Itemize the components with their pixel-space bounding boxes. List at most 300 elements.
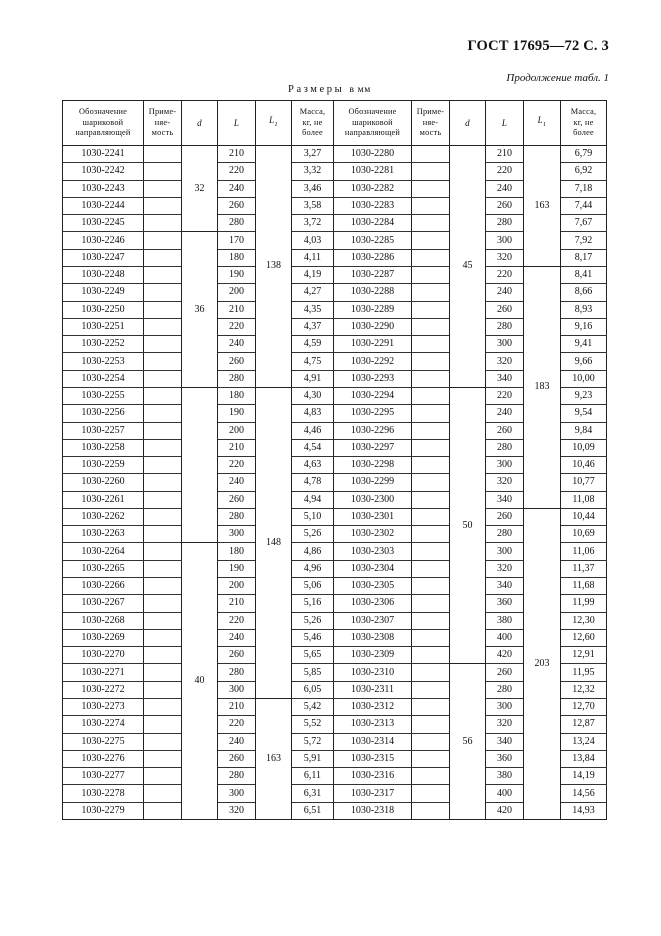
length-cell: 240 <box>218 474 256 491</box>
continuation-label: Продолжение табл. 1 <box>506 72 609 84</box>
length-cell: 220 <box>486 266 524 283</box>
mass-cell: 11,06 <box>561 543 607 560</box>
mass-cell: 5,52 <box>292 716 334 733</box>
header-designation-left: Обозначение шариковой направляющей <box>63 101 144 146</box>
length-cell: 280 <box>486 439 524 456</box>
applicability-cell <box>412 595 450 612</box>
length-cell: 170 <box>218 232 256 249</box>
header-applicability-left: Приме- няе- мость <box>144 101 182 146</box>
designation-cell: 1030-2314 <box>334 733 412 750</box>
mass-cell: 6,11 <box>292 768 334 785</box>
length-cell: 380 <box>486 612 524 629</box>
designation-cell: 1030-2264 <box>63 543 144 560</box>
designation-cell: 1030-2284 <box>334 215 412 232</box>
mass-cell: 14,93 <box>561 802 607 819</box>
designation-cell: 1030-2297 <box>334 439 412 456</box>
length-cell: 200 <box>218 284 256 301</box>
length-cell: 190 <box>218 405 256 422</box>
mass-cell: 5,06 <box>292 578 334 595</box>
applicability-cell <box>144 612 182 629</box>
mass-cell: 12,60 <box>561 629 607 646</box>
designation-cell: 1030-2275 <box>63 733 144 750</box>
length-cell: 220 <box>218 318 256 335</box>
applicability-cell <box>412 146 450 163</box>
applicability-cell <box>412 439 450 456</box>
designation-cell: 1030-2305 <box>334 578 412 595</box>
designation-cell: 1030-2286 <box>334 249 412 266</box>
designation-cell: 1030-2302 <box>334 526 412 543</box>
mass-cell: 11,68 <box>561 578 607 595</box>
l1-cell: 163 <box>256 699 292 820</box>
designation-cell: 1030-2318 <box>334 802 412 819</box>
applicability-cell <box>412 284 450 301</box>
mass-cell: 5,16 <box>292 595 334 612</box>
applicability-cell <box>144 266 182 283</box>
designation-cell: 1030-2291 <box>334 336 412 353</box>
applicability-cell <box>412 491 450 508</box>
applicability-cell <box>144 146 182 163</box>
length-cell: 210 <box>218 146 256 163</box>
applicability-cell <box>144 560 182 577</box>
header-d-left: d <box>182 101 218 146</box>
designation-cell: 1030-2317 <box>334 785 412 802</box>
mass-cell: 10,00 <box>561 370 607 387</box>
applicability-cell <box>144 405 182 422</box>
length-cell: 260 <box>218 647 256 664</box>
length-cell: 280 <box>486 215 524 232</box>
applicability-cell <box>412 474 450 491</box>
applicability-cell <box>412 387 450 404</box>
length-cell: 300 <box>486 232 524 249</box>
applicability-cell <box>412 681 450 698</box>
mass-cell: 5,10 <box>292 508 334 525</box>
length-cell: 320 <box>486 249 524 266</box>
mass-cell: 9,23 <box>561 387 607 404</box>
applicability-cell <box>144 526 182 543</box>
length-cell: 210 <box>486 146 524 163</box>
l1-cell: 148 <box>256 387 292 698</box>
mass-cell: 4,59 <box>292 336 334 353</box>
applicability-cell <box>412 197 450 214</box>
applicability-cell <box>412 716 450 733</box>
length-cell: 340 <box>486 578 524 595</box>
designation-cell: 1030-2283 <box>334 197 412 214</box>
length-cell: 240 <box>218 180 256 197</box>
mass-cell: 4,11 <box>292 249 334 266</box>
designation-cell: 1030-2252 <box>63 336 144 353</box>
applicability-cell <box>144 716 182 733</box>
length-cell: 280 <box>486 318 524 335</box>
designation-cell: 1030-2253 <box>63 353 144 370</box>
length-cell: 320 <box>486 716 524 733</box>
applicability-cell <box>144 318 182 335</box>
length-cell: 220 <box>218 716 256 733</box>
length-cell: 260 <box>486 422 524 439</box>
length-cell: 280 <box>218 508 256 525</box>
applicability-cell <box>412 699 450 716</box>
mass-cell: 11,08 <box>561 491 607 508</box>
applicability-cell <box>412 750 450 767</box>
applicability-cell <box>412 508 450 525</box>
designation-cell: 1030-2292 <box>334 353 412 370</box>
designation-cell: 1030-2268 <box>63 612 144 629</box>
designation-cell: 1030-2273 <box>63 699 144 716</box>
d-cell: 56 <box>450 664 486 820</box>
applicability-cell <box>144 664 182 681</box>
table-row <box>63 266 607 283</box>
header-designation-right: Обозначение шариковой направляющей <box>334 101 412 146</box>
designation-cell: 1030-2315 <box>334 750 412 767</box>
mass-cell: 12,91 <box>561 647 607 664</box>
designation-cell: 1030-2280 <box>334 146 412 163</box>
designation-cell: 1030-2299 <box>334 474 412 491</box>
mass-cell: 12,70 <box>561 699 607 716</box>
applicability-cell <box>144 284 182 301</box>
designation-cell: 1030-2295 <box>334 405 412 422</box>
applicability-cell <box>144 439 182 456</box>
designation-cell: 1030-2263 <box>63 526 144 543</box>
applicability-cell <box>412 647 450 664</box>
length-cell: 260 <box>218 491 256 508</box>
d-cell <box>182 387 218 543</box>
designation-cell: 1030-2265 <box>63 560 144 577</box>
applicability-cell <box>144 699 182 716</box>
designation-cell: 1030-2288 <box>334 284 412 301</box>
mass-cell: 4,37 <box>292 318 334 335</box>
length-cell: 320 <box>486 474 524 491</box>
mass-cell: 4,19 <box>292 266 334 283</box>
length-cell: 180 <box>218 249 256 266</box>
length-cell: 340 <box>486 370 524 387</box>
d-cell: 45 <box>450 146 486 388</box>
applicability-cell <box>144 215 182 232</box>
applicability-cell <box>144 629 182 646</box>
applicability-cell <box>412 180 450 197</box>
length-cell: 400 <box>486 629 524 646</box>
length-cell: 300 <box>486 543 524 560</box>
designation-cell: 1030-2274 <box>63 716 144 733</box>
mass-cell: 12,30 <box>561 612 607 629</box>
mass-cell: 4,78 <box>292 474 334 491</box>
designation-cell: 1030-2258 <box>63 439 144 456</box>
l1-cell: 138 <box>256 146 292 388</box>
mass-cell: 5,85 <box>292 664 334 681</box>
length-cell: 260 <box>486 197 524 214</box>
mass-cell: 5,26 <box>292 526 334 543</box>
designation-cell: 1030-2266 <box>63 578 144 595</box>
mass-cell: 10,44 <box>561 508 607 525</box>
designation-cell: 1030-2271 <box>63 664 144 681</box>
applicability-cell <box>144 578 182 595</box>
header-d-right: d <box>450 101 486 146</box>
designation-cell: 1030-2267 <box>63 595 144 612</box>
applicability-cell <box>144 353 182 370</box>
length-cell: 220 <box>486 163 524 180</box>
mass-cell: 4,91 <box>292 370 334 387</box>
designation-cell: 1030-2245 <box>63 215 144 232</box>
mass-cell: 7,67 <box>561 215 607 232</box>
designation-cell: 1030-2316 <box>334 768 412 785</box>
table-body <box>63 146 607 820</box>
mass-cell: 13,84 <box>561 750 607 767</box>
designation-cell: 1030-2246 <box>63 232 144 249</box>
applicability-cell <box>412 457 450 474</box>
page-header: ГОСТ 17695—72 С. 3 <box>467 38 609 54</box>
applicability-cell <box>144 232 182 249</box>
mass-cell: 4,27 <box>292 284 334 301</box>
length-cell: 240 <box>218 336 256 353</box>
applicability-cell <box>412 664 450 681</box>
applicability-cell <box>144 457 182 474</box>
applicability-cell <box>144 163 182 180</box>
mass-cell: 8,41 <box>561 266 607 283</box>
length-cell: 300 <box>218 526 256 543</box>
header-L1-left: $L_1$ <box>256 101 292 146</box>
designation-cell: 1030-2311 <box>334 681 412 698</box>
mass-cell: 4,83 <box>292 405 334 422</box>
applicability-cell <box>144 508 182 525</box>
length-cell: 260 <box>218 197 256 214</box>
applicability-cell <box>144 681 182 698</box>
designation-cell: 1030-2279 <box>63 802 144 819</box>
applicability-cell <box>144 785 182 802</box>
length-cell: 400 <box>486 785 524 802</box>
d-cell: 36 <box>182 232 218 388</box>
designation-cell: 1030-2290 <box>334 318 412 335</box>
length-cell: 280 <box>218 768 256 785</box>
length-cell: 210 <box>218 699 256 716</box>
applicability-cell <box>144 301 182 318</box>
length-cell: 420 <box>486 802 524 819</box>
mass-cell: 10,69 <box>561 526 607 543</box>
designation-cell: 1030-2270 <box>63 647 144 664</box>
designation-cell: 1030-2261 <box>63 491 144 508</box>
length-cell: 420 <box>486 647 524 664</box>
mass-cell: 3,27 <box>292 146 334 163</box>
applicability-cell <box>144 750 182 767</box>
mass-cell: 7,18 <box>561 180 607 197</box>
length-cell: 220 <box>218 612 256 629</box>
header-L-right: L <box>486 101 524 146</box>
mass-cell: 9,66 <box>561 353 607 370</box>
designation-cell: 1030-2307 <box>334 612 412 629</box>
length-cell: 300 <box>218 681 256 698</box>
length-cell: 320 <box>218 802 256 819</box>
applicability-cell <box>412 526 450 543</box>
mass-cell: 5,91 <box>292 750 334 767</box>
header-L-left: L <box>218 101 256 146</box>
designation-cell: 1030-2241 <box>63 146 144 163</box>
applicability-cell <box>412 232 450 249</box>
mass-cell: 11,99 <box>561 595 607 612</box>
length-cell: 200 <box>218 578 256 595</box>
length-cell: 190 <box>218 560 256 577</box>
mass-cell: 11,95 <box>561 664 607 681</box>
applicability-cell <box>144 387 182 404</box>
length-cell: 180 <box>218 387 256 404</box>
designation-cell: 1030-2256 <box>63 405 144 422</box>
applicability-cell <box>144 595 182 612</box>
length-cell: 280 <box>218 664 256 681</box>
mass-cell: 4,35 <box>292 301 334 318</box>
mass-cell: 9,84 <box>561 422 607 439</box>
mass-cell: 8,66 <box>561 284 607 301</box>
designation-cell: 1030-2262 <box>63 508 144 525</box>
length-cell: 260 <box>218 750 256 767</box>
l1-cell: 183 <box>524 266 561 508</box>
mass-cell: 4,63 <box>292 457 334 474</box>
mass-cell: 4,75 <box>292 353 334 370</box>
length-cell: 240 <box>486 284 524 301</box>
mass-cell: 5,65 <box>292 647 334 664</box>
applicability-cell <box>412 629 450 646</box>
length-cell: 240 <box>218 733 256 750</box>
mass-cell: 3,46 <box>292 180 334 197</box>
designation-cell: 1030-2309 <box>334 647 412 664</box>
designation-cell: 1030-2247 <box>63 249 144 266</box>
length-cell: 360 <box>486 595 524 612</box>
applicability-cell <box>412 422 450 439</box>
mass-cell: 9,41 <box>561 336 607 353</box>
applicability-cell <box>412 301 450 318</box>
length-cell: 280 <box>486 526 524 543</box>
mass-cell: 4,03 <box>292 232 334 249</box>
applicability-cell <box>144 491 182 508</box>
length-cell: 240 <box>486 405 524 422</box>
length-cell: 240 <box>218 629 256 646</box>
designation-cell: 1030-2243 <box>63 180 144 197</box>
mass-cell: 5,46 <box>292 629 334 646</box>
applicability-cell <box>412 249 450 266</box>
length-cell: 220 <box>486 387 524 404</box>
mass-cell: 13,24 <box>561 733 607 750</box>
mass-cell: 14,19 <box>561 768 607 785</box>
length-cell: 300 <box>486 336 524 353</box>
designation-cell: 1030-2303 <box>334 543 412 560</box>
applicability-cell <box>412 370 450 387</box>
length-cell: 180 <box>218 543 256 560</box>
designation-cell: 1030-2296 <box>334 422 412 439</box>
mass-cell: 4,54 <box>292 439 334 456</box>
designation-cell: 1030-2289 <box>334 301 412 318</box>
applicability-cell <box>144 197 182 214</box>
mass-cell: 14,56 <box>561 785 607 802</box>
designation-cell: 1030-2282 <box>334 180 412 197</box>
length-cell: 210 <box>218 439 256 456</box>
applicability-cell <box>412 215 450 232</box>
designation-cell: 1030-2257 <box>63 422 144 439</box>
d-cell: 32 <box>182 146 218 232</box>
applicability-cell <box>412 802 450 819</box>
applicability-cell <box>144 180 182 197</box>
mass-cell: 10,77 <box>561 474 607 491</box>
designation-cell: 1030-2300 <box>334 491 412 508</box>
length-cell: 260 <box>218 353 256 370</box>
mass-cell: 4,94 <box>292 491 334 508</box>
applicability-cell <box>144 543 182 560</box>
mass-cell: 12,87 <box>561 716 607 733</box>
designation-cell: 1030-2259 <box>63 457 144 474</box>
designation-cell: 1030-2287 <box>334 266 412 283</box>
designation-cell: 1030-2306 <box>334 595 412 612</box>
designation-cell: 1030-2249 <box>63 284 144 301</box>
length-cell: 190 <box>218 266 256 283</box>
mass-cell: 11,37 <box>561 560 607 577</box>
applicability-cell <box>144 422 182 439</box>
designation-cell: 1030-2276 <box>63 750 144 767</box>
mass-cell: 9,16 <box>561 318 607 335</box>
mass-cell: 7,92 <box>561 232 607 249</box>
designation-cell: 1030-2277 <box>63 768 144 785</box>
applicability-cell <box>144 802 182 819</box>
applicability-cell <box>144 733 182 750</box>
applicability-cell <box>412 318 450 335</box>
applicability-cell <box>412 612 450 629</box>
length-cell: 280 <box>486 681 524 698</box>
mass-cell: 3,32 <box>292 163 334 180</box>
length-cell: 380 <box>486 768 524 785</box>
mass-cell: 5,72 <box>292 733 334 750</box>
designation-cell: 1030-2255 <box>63 387 144 404</box>
mass-cell: 8,93 <box>561 301 607 318</box>
designation-cell: 1030-2285 <box>334 232 412 249</box>
length-cell: 280 <box>218 370 256 387</box>
length-cell: 340 <box>486 491 524 508</box>
dimensions-table <box>62 100 607 820</box>
mass-cell: 4,86 <box>292 543 334 560</box>
designation-cell: 1030-2301 <box>334 508 412 525</box>
mass-cell: 6,92 <box>561 163 607 180</box>
applicability-cell <box>412 266 450 283</box>
designation-cell: 1030-2250 <box>63 301 144 318</box>
applicability-cell <box>412 543 450 560</box>
designation-cell: 1030-2294 <box>334 387 412 404</box>
designation-cell: 1030-2244 <box>63 197 144 214</box>
length-cell: 220 <box>218 457 256 474</box>
length-cell: 260 <box>486 301 524 318</box>
designation-cell: 1030-2272 <box>63 681 144 698</box>
length-cell: 210 <box>218 301 256 318</box>
mass-cell: 4,30 <box>292 387 334 404</box>
mass-cell: 12,32 <box>561 681 607 698</box>
mass-cell: 7,44 <box>561 197 607 214</box>
length-cell: 360 <box>486 750 524 767</box>
mass-cell: 4,96 <box>292 560 334 577</box>
applicability-cell <box>412 578 450 595</box>
applicability-cell <box>412 163 450 180</box>
length-cell: 300 <box>486 457 524 474</box>
mass-cell: 6,51 <box>292 802 334 819</box>
mass-cell: 5,42 <box>292 699 334 716</box>
applicability-cell <box>412 785 450 802</box>
length-cell: 200 <box>218 422 256 439</box>
applicability-cell <box>412 336 450 353</box>
applicability-cell <box>412 560 450 577</box>
table-header-row <box>63 101 607 146</box>
length-cell: 340 <box>486 733 524 750</box>
mass-cell: 6,05 <box>292 681 334 698</box>
d-cell: 40 <box>182 543 218 820</box>
designation-cell: 1030-2260 <box>63 474 144 491</box>
designation-cell: 1030-2254 <box>63 370 144 387</box>
designation-cell: 1030-2251 <box>63 318 144 335</box>
length-cell: 300 <box>218 785 256 802</box>
designation-cell: 1030-2308 <box>334 629 412 646</box>
length-cell: 300 <box>486 699 524 716</box>
length-cell: 260 <box>486 664 524 681</box>
header-mass-right: Масса, кг, не более <box>561 101 607 146</box>
sizes-unit: в мм <box>349 85 371 95</box>
